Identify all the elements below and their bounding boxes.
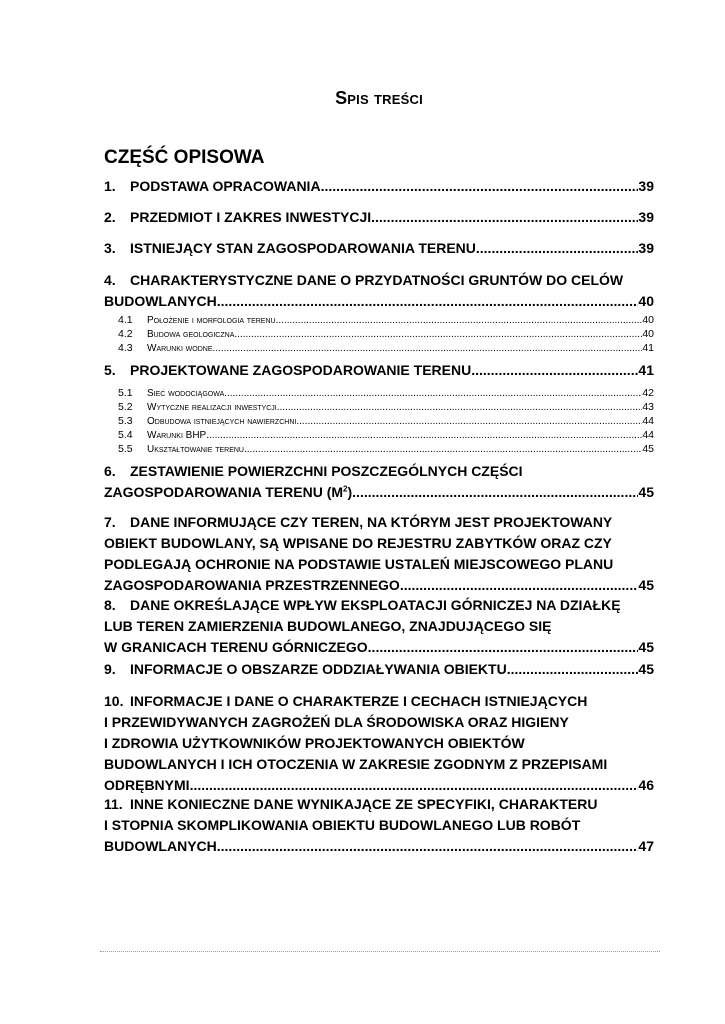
subentry-title: Warunki wodne [147,343,213,354]
dot-leader [368,637,639,658]
toc-entry-1[interactable] [104,176,654,197]
toc-entry-10[interactable] [104,691,654,796]
dot-leader [476,238,639,259]
subentry-number: 5.2 [118,401,133,413]
dot-leader [400,575,639,596]
page-number: 44 [642,415,654,427]
dot-leader [206,430,642,442]
page-number: 40 [642,328,654,340]
dot-leader [224,388,642,400]
dot-leader [371,207,638,228]
toc-entry-9[interactable] [104,659,654,680]
entry-title-line: BUDOWLANYCH I ICH OTOCZENIA W ZAKRESIE ZGODNYM Z PRZEPISAMI [104,756,608,772]
toc-entry-4[interactable] [104,270,654,312]
toc-subentry-5-1[interactable] [118,387,654,400]
entry-title-line: DANE INFORMUJĄCE CZY TEREN, NA KTÓRYM JEST PROJEKTOWANY [130,514,613,530]
toc-subentry-4-1[interactable] [118,314,654,327]
footer-divider [100,951,660,952]
subentry-title: Położenie i morfologia terenu [147,315,276,326]
toc-subentry-4-3[interactable] [118,342,654,355]
entry-title-line: LUB TEREN ZAMIERZENIA BUDOWLANEGO, ZNAJDUJĄCEGO SIĘ [104,618,552,634]
entry-title-line: ZAGOSPODAROWANIA PRZESTRZENNEGO [104,577,400,593]
subentry-title: Ukształtowanie terenu [147,444,244,455]
page-number: 45 [642,443,654,455]
entry-title: PODSTAWA OPRACOWANIA [130,178,321,194]
page-number: 47 [638,838,654,854]
entry-number: 6. [104,463,116,479]
toc-subentry-4-2[interactable] [118,328,654,341]
subentry-number: 5.5 [118,443,133,455]
entry-number: 11. [104,796,123,812]
dot-leader [217,291,639,312]
page-number: 40 [638,293,654,309]
dot-leader [352,482,638,503]
entry-title-line: ZAGOSPODAROWANIA TERENU (M [104,484,344,500]
subentry-title: Wytyczne realizacji inwestycji [147,402,277,413]
entry-title-line: INFORMACJE I DANE O CHARAKTERZE I CECHACH ISTNIEJĄCYCH [130,693,588,709]
subentry-number: 5.4 [118,429,133,441]
page-number: 39 [638,178,654,194]
toc-entry-3[interactable] [104,238,654,259]
entry-number: 9. [104,661,116,677]
toc-entry-2[interactable] [104,207,654,228]
entry-title-line: I PRZEWIDYWANYCH ZAGROŻEŃ DLA ŚRODOWISKA ORAZ HIGIENY [104,714,569,730]
page-number: 39 [638,209,654,225]
subentry-title: Sieć wodociągowa [147,388,225,399]
page-number: 46 [638,777,654,793]
dot-leader [507,659,639,680]
entry-number: 7. [104,514,116,530]
toc-subentry-5-3[interactable] [118,415,654,428]
part-heading: CZĘŚĆ OPISOWA [104,147,265,168]
toc-subentry-5-2[interactable] [118,401,654,414]
page-number: 44 [642,429,654,441]
page-number: 41 [638,362,654,378]
dot-leader [276,315,643,327]
toc-subentry-5-5[interactable] [118,443,654,456]
page-number: 45 [638,661,654,677]
dot-leader [213,343,643,355]
entry-title-line: DANE OKREŚLAJĄCE WPŁYW EKSPLOATACJI GÓRNICZEJ NA DZIAŁKĘ [130,597,621,613]
page-number: 39 [638,240,654,256]
entry-title: ISTNIEJĄCY STAN ZAGOSPODAROWANIA TERENU [130,240,476,256]
toc-entry-7[interactable] [104,512,654,596]
entry-title-line: OBIEKT BUDOWLANY, SĄ WPISANE DO REJESTRU ZABYTKÓW ORAZ CZY [104,535,612,551]
entry-title-line: PODLEGAJĄ OCHRONIE NA PODSTAWIE USTALEŃ MIEJSCOWEGO PLANU [104,556,614,572]
entry-title-line: I ZDROWIA UŻYTKOWNIKÓW PROJEKTOWANYCH OBIEKTÓW [104,735,525,751]
dot-leader [321,176,639,197]
subentry-number: 4.3 [118,342,133,354]
dot-leader [296,416,642,428]
dot-leader [471,360,638,381]
toc-entry-8[interactable] [104,595,654,658]
toc-entry-11[interactable] [104,794,654,857]
entry-number: 4. [104,272,116,288]
page-number: 41 [642,342,654,354]
entry-title-line: ZESTAWIENIE POWIERZCHNI POSZCZEGÓLNYCH CZĘŚCI [130,463,523,479]
entry-number: 1. [104,178,116,194]
entry-title-line: BUDOWLANYCH [104,838,217,854]
superscript: 2 [343,484,348,494]
entry-number: 8. [104,597,116,613]
page-number: 42 [642,387,654,399]
entry-number: 3. [104,240,116,256]
subentry-number: 5.1 [118,387,133,399]
entry-title-line: I STOPNIA SKOMPLIKOWANIA OBIEKTU BUDOWLANEGO LUB ROBÓT [104,817,581,833]
page-number: 45 [638,639,654,655]
entry-number: 2. [104,209,116,225]
subentry-number: 4.1 [118,314,133,326]
toc-entry-5[interactable] [104,360,654,381]
entry-title-line: BUDOWLANYCH [104,293,217,309]
entry-title-line: W GRANICACH TERENU GÓRNICZEGO [104,639,368,655]
entry-title-line: ODRĘBNYMI [104,777,190,793]
dot-leader [190,775,639,796]
subentry-title: Warunki BHP [147,430,207,441]
entry-number: 10. [104,693,124,709]
entry-title-line: ) [347,484,353,500]
subentry-number: 4.2 [118,328,133,340]
page-number: 45 [638,484,654,500]
page-number: 43 [642,401,654,413]
dot-leader [277,402,643,414]
dot-leader [217,836,639,857]
entry-title-line: CHARAKTERYSTYCZNE DANE O PRZYDATNOŚCI GRUNTÓW DO CELÓW [130,272,624,288]
toc-subentry-5-4[interactable] [118,429,654,442]
page-number: 40 [642,314,654,326]
subentry-number: 5.3 [118,415,133,427]
dot-leader [244,444,642,456]
entry-title-line: INNE KONIECZNE DANE WYNIKAJĄCE ZE SPECYFIKI, CHARAKTERU [130,796,598,812]
entry-title: PRZEDMIOT I ZAKRES INWESTYCJI [130,209,372,225]
subentry-title: Odbudowa istniejących nawierzchni [147,416,297,427]
dot-leader [234,329,642,341]
entry-title: INFORMACJE O OBSZARZE ODDZIAŁYWANIA OBIEKTU [130,661,507,677]
page-number: 45 [638,577,654,593]
page-title: Spis treści [335,88,423,108]
entry-number: 5. [104,362,116,378]
entry-title: PROJEKTOWANE ZAGOSPODAROWANIE TERENU [130,362,472,378]
subentry-title: Budowa geologiczna [147,329,235,340]
toc-entry-6[interactable] [104,461,654,503]
